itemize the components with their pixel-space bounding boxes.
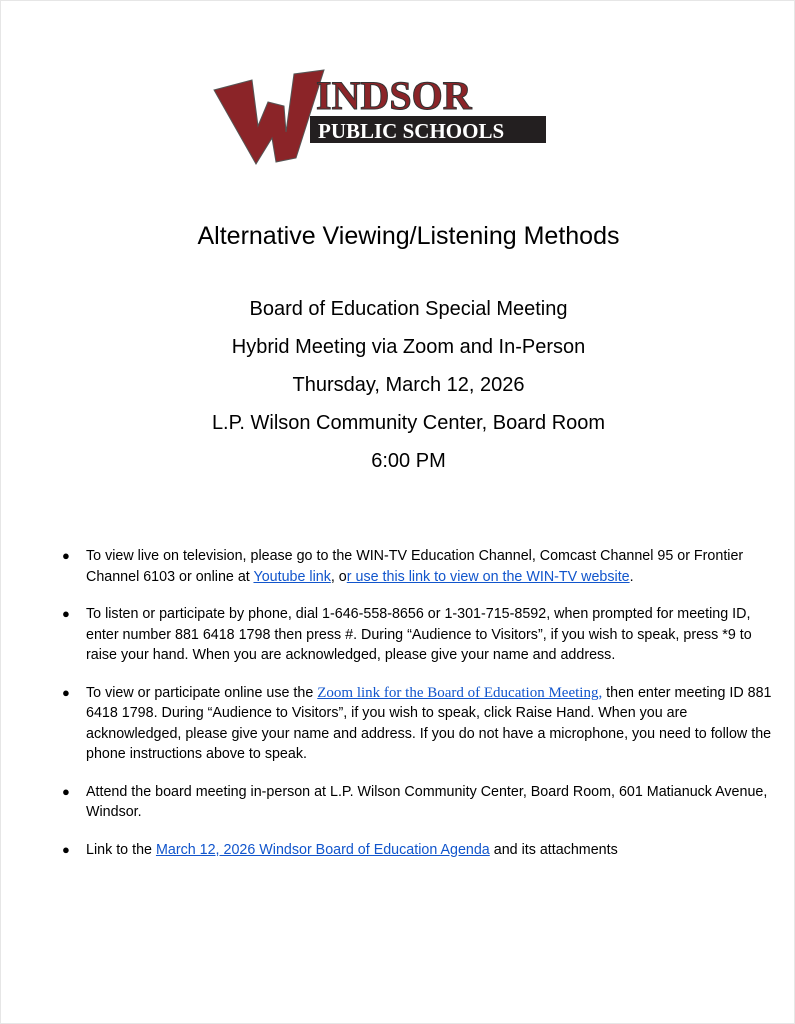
list-item-in-person: ● Attend the board meeting in-person at L.P. Wilson Community Center, Board Room, 601 Matianuck Avenue, Windsor. [62,783,768,820]
bullet-icon: ● [62,684,70,700]
windsor-public-schools-logo [212,66,552,166]
agenda-link[interactable]: March 12, 2026 Windsor Board of Education Agenda [155,841,490,858]
bullet-icon: ● [62,606,70,621]
bullet-icon: ● [62,548,70,563]
meeting-type: Board of Education Special Meeting [249,298,568,320]
svg-text:INDSOR: INDSOR [316,73,472,118]
bullet-icon: ● [62,841,70,857]
youtube-link[interactable]: Youtube link [253,568,331,585]
list-item-online: ● To view or participate online use the Zoom link for the Board of Education Meeting, then enter meeting ID 881 6418 1798. During “Audience to Visitors”, if you wish to speak, click Raise Hand. When you are acknowledged, please give your name and address. If you do not have a microphone, you need to follow the phone instructions above to speak. [62,684,772,762]
viewing-methods-list [62,546,777,877]
bullet-icon: ● [62,783,70,799]
svg-text:PUBLIC SCHOOLS: PUBLIC SCHOOLS [318,119,505,143]
meeting-format: Hybrid Meeting via Zoom and In-Person [231,336,586,358]
list-item-television: ● To view live on television, please go to the WIN-TV Education Channel, Comcast Channel 95 or Frontier Channel 6103 or online at Youtube link, or use this link to view on the WIN-TV website. [62,548,744,585]
zoom-link[interactable]: Zoom link for the Board of Education Meeting, [317,684,603,701]
meeting-date: Thursday, March 12, 2026 [292,374,525,396]
page-title: Alternative Viewing/Listening Methods [197,222,620,250]
meeting-time: 6:00 PM [371,450,446,472]
list-item-agenda: ● Link to the March 12, 2026 Windsor Board of Education Agenda and its attachments [62,840,777,861]
win-tv-website-link[interactable]: r use this link to view on the WIN-TV website [346,568,630,585]
meeting-location: L.P. Wilson Community Center, Board Room [211,412,606,434]
list-item-phone: ● To listen or participate by phone, dial 1-646-558-8656 or 1-301-715-8592, when prompted for meeting ID, enter number 881 6418 1798 then press #. During “Audience to Visitors”, if you wish to speak, press *9 to raise your hand. When you are acknowledged, please give your name and address. [62,606,752,663]
